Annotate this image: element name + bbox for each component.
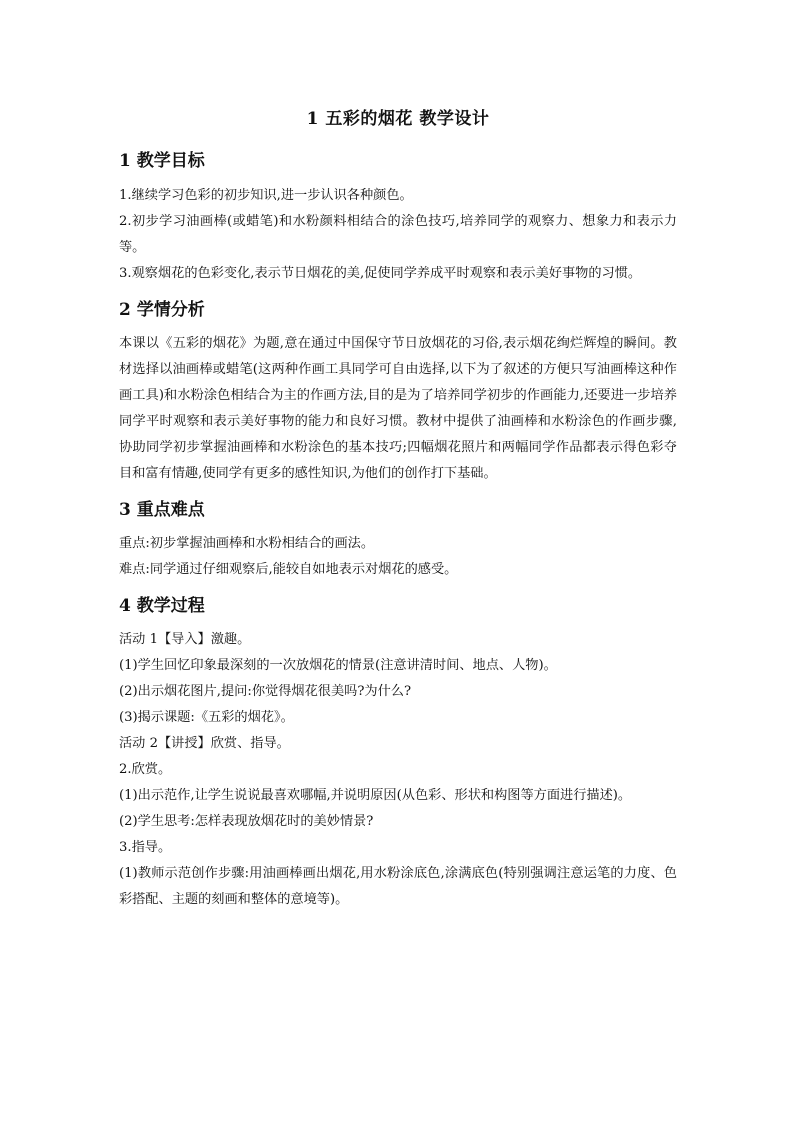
section-teaching-process (119, 593, 677, 913)
paragraph: (2)学生思考:怎样表现放烟花时的美妙情景? (119, 814, 374, 829)
paragraph: 2.欣赏。 (119, 762, 172, 777)
document-title: 1 五彩的烟花 教学设计 (306, 109, 490, 129)
paragraph: 3.观察烟花的色彩变化,表示节日烟花的美,促使同学养成平时观察和表示美好事物的习惯。 (119, 266, 642, 281)
paragraph: 2.初步学习油画棒(或蜡笔)和水粉颜料相结合的涂色技巧,培养同学的观察力、想象力和表示力等。 (119, 214, 677, 255)
section-heading: 4 教学过程 (119, 596, 205, 616)
section-heading: 3 重点难点 (119, 500, 205, 520)
paragraph: 活动 1【导入】激趣。 (119, 632, 251, 647)
paragraph: (1)出示范作,让学生说说最喜欢哪幅,并说明原因(从色彩、形状和构图等方面进行描述)。 (119, 788, 632, 803)
section-heading: 1 教学目标 (119, 151, 205, 171)
paragraph: 重点:初步掌握油画棒和水粉相结合的画法。 (119, 536, 375, 551)
paragraph: 难点:同学通过仔细观察后,能较自如地表示对烟花的感受。 (119, 562, 458, 577)
paragraph: 3.指导。 (119, 840, 172, 855)
paragraph: (2)出示烟花图片,提问:你觉得烟花很美吗?为什么? (119, 684, 412, 699)
section-key-points (119, 497, 677, 583)
paragraph: (1)学生回忆印象最深刻的一次放烟花的情景(注意讲清时间、地点、人物)。 (119, 658, 557, 673)
paragraph: 1.继续学习色彩的初步知识,进一步认识各种颜色。 (119, 188, 413, 203)
document-body (119, 104, 677, 913)
paragraph: (1)教师示范创作步骤:用油画棒画出烟花,用水粉涂底色,涂满底色(特别强调注意运笔的力度、色彩搭配、主题的刻画和整体的意境等)。 (119, 866, 677, 907)
paragraph: 活动 2【讲授】欣赏、指导。 (119, 736, 290, 751)
section-learner-analysis (119, 297, 677, 487)
paragraph: 本课以《五彩的烟花》为题,意在通过中国保守节日放烟花的习俗,表示烟花绚烂辉煌的瞬间。教材选择以油画棒或蜡笔(这两种作画工具同学可自由选择,以下为了叙述的方便只写油画棒这种作画工具)和水粉涂色相结合为主的作画方法,目的是为了培养同学初步的作画能力,还要进一步培养同学平时观察和表示美好事物的能力和良好习惯。教材中提供了油画棒和水粉涂色的作画步骤,协助同学初步掌握油画棒和水粉涂色的基本技巧;四幅烟花照片和两幅同学作品都表示得色彩夺目和富有情趣,使同学有更多的感性知识,为他们的创作打下基础。 (119, 336, 677, 481)
section-heading: 2 学情分析 (119, 300, 205, 320)
paragraph: (3)揭示课题:《五彩的烟花》。 (119, 710, 294, 725)
section-teaching-goals (119, 148, 677, 287)
